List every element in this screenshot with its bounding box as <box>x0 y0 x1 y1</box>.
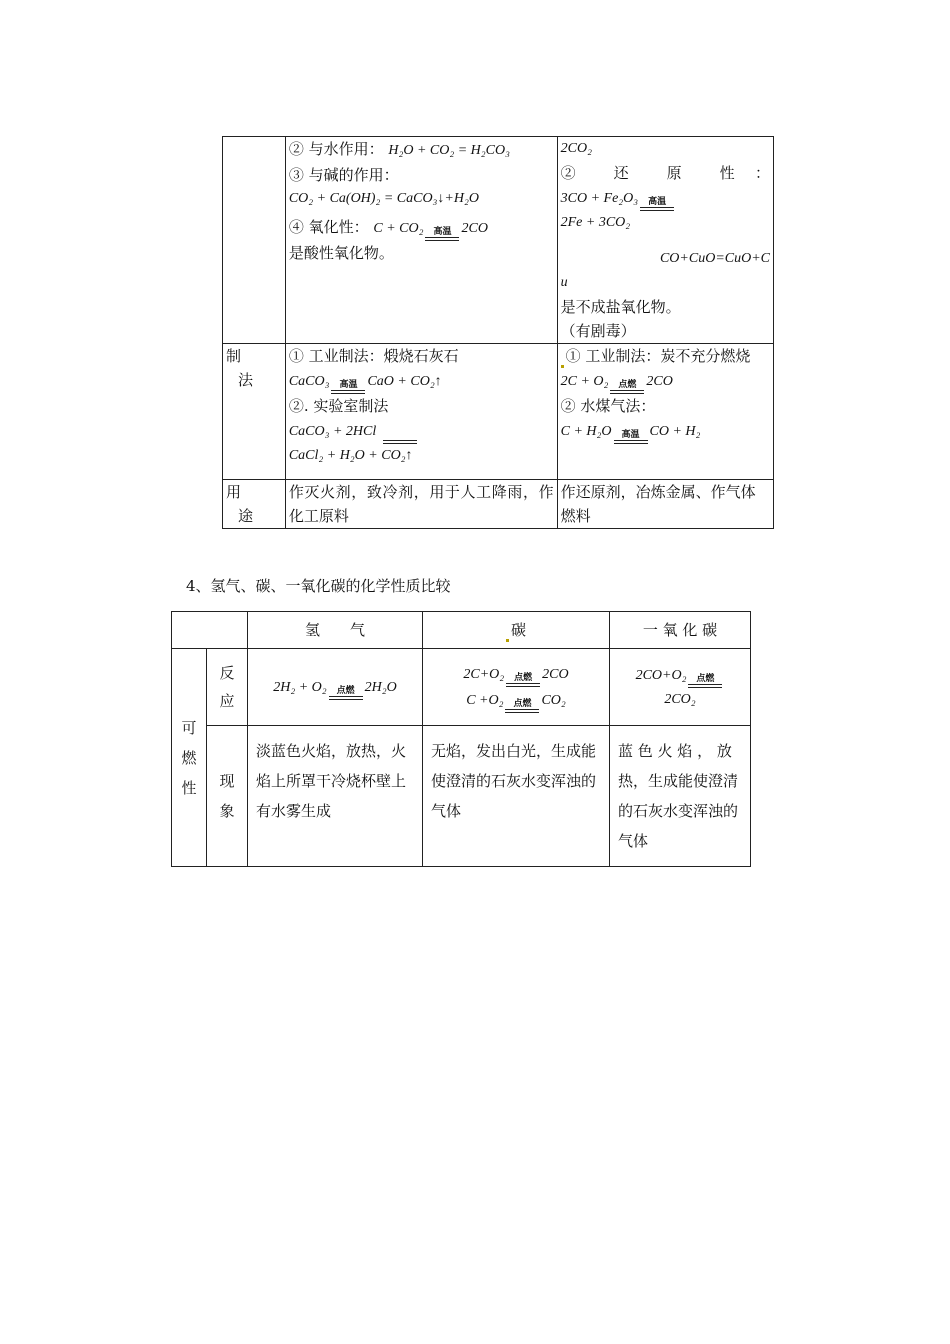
condition-label: 点燃 <box>513 699 532 709</box>
co-reaction <box>610 649 751 726</box>
equation: CaCO₃ <box>288 374 330 389</box>
condition-label: 点燃 <box>336 686 355 696</box>
equation: 2C + O₂ <box>560 374 609 389</box>
equation: CaO + CO₂↑ <box>367 374 442 389</box>
condition-label: 点燃 <box>696 674 715 684</box>
condition-label: 点燃 <box>514 673 533 683</box>
co2-use-cell: 作灭火剂，致冷剂，用于人工降雨，作化工原料 <box>285 480 557 529</box>
label: 法 <box>238 371 254 389</box>
table-row <box>172 649 751 726</box>
h2-reaction <box>248 649 423 726</box>
group-label <box>172 649 207 867</box>
label: 燃 <box>181 748 197 767</box>
double-bar <box>505 709 539 713</box>
condition-arrow <box>505 700 539 713</box>
properties-table <box>222 136 774 529</box>
marker-dot <box>506 639 509 642</box>
condition-arrow <box>329 687 363 700</box>
label: 性 <box>181 778 197 797</box>
header-label: 碳 <box>510 621 526 639</box>
header-row <box>172 612 751 649</box>
co2-properties-cell <box>285 137 557 344</box>
header-h2: 氢 气 <box>248 612 423 649</box>
row-label <box>223 480 286 529</box>
condition-arrow <box>331 381 365 394</box>
condition-label: 高温 <box>621 430 640 440</box>
condition-label: 高温 <box>648 197 667 207</box>
table-row <box>223 344 774 480</box>
section-title: 4、氢气、碳、一氧化碳的化学性质比较 <box>186 577 451 595</box>
equation: 2H₂O <box>364 680 397 695</box>
double-bar <box>383 440 417 444</box>
header-co: 一 氧 化 碳 <box>610 612 751 649</box>
co-note: 是不成盐氧化物。 <box>560 298 681 316</box>
equation: 2CO <box>461 221 488 236</box>
equation: C + H₂O <box>560 424 612 439</box>
label: 用 <box>226 483 242 501</box>
equation: 2H₂ + O₂ <box>273 680 327 695</box>
equation: 2CO <box>646 374 673 389</box>
condition-label: 高温 <box>339 380 358 390</box>
c-reaction <box>423 649 610 726</box>
phenomenon-label <box>207 726 248 867</box>
label: 途 <box>238 507 254 525</box>
double-bar <box>329 696 363 700</box>
c-phenomenon: 无焰，发出白光，生成能使澄清的石灰水变浑浊的气体 <box>423 726 610 867</box>
condition-arrow <box>614 431 648 444</box>
table-row <box>223 480 774 529</box>
equation: u <box>560 275 568 290</box>
equation: C + CO₂ <box>373 221 424 236</box>
co-phenomenon: 蓝 色 火 焰 ， 放热，生成能使澄清的石灰水变浑浊的气体 <box>610 726 751 867</box>
co2-base-label: ③ 与碱的作用： <box>288 166 399 184</box>
equation: CaCl₂ + H₂O + CO₂↑ <box>288 448 413 463</box>
equation: H₂O + CO₂ = H₂CO₃ <box>388 143 510 158</box>
comparison-table <box>171 611 751 867</box>
condition-arrow <box>383 440 417 444</box>
equation: 3CO + Fe₂O₃ <box>560 191 639 206</box>
label: 现 <box>219 772 235 790</box>
co2-water-line <box>289 137 554 163</box>
text: ② 水煤气法： <box>560 397 656 415</box>
equation: 2C+O₂ <box>463 667 505 682</box>
double-bar <box>688 684 722 688</box>
double-bar <box>610 390 644 394</box>
equation: 2CO₂ <box>560 141 592 156</box>
double-bar <box>614 440 648 444</box>
equation: 2Fe + 3CO₂ <box>560 215 631 230</box>
co2-oxidizing-line <box>289 215 554 241</box>
reaction-label <box>207 649 248 726</box>
h2-phenomenon: 淡蓝色火焰，放热，火焰上所罩干冷烧杯壁上有水雾生成 <box>248 726 423 867</box>
double-bar <box>506 683 540 687</box>
label: 应 <box>219 692 235 710</box>
acid-oxide-note: 是酸性氧化物。 <box>288 244 394 262</box>
label: 象 <box>219 802 235 820</box>
co-make-cell <box>557 344 773 480</box>
condition-arrow <box>506 674 540 687</box>
text: ②. 实验室制法 <box>288 397 389 415</box>
label: ② 与水作用： <box>288 140 384 158</box>
header-c <box>423 612 610 649</box>
text: ① 工业制法：煅烧石灰石 <box>288 347 459 365</box>
co2-make-cell <box>285 344 557 480</box>
reducing-label: ② 还 原 性 ： <box>560 164 770 182</box>
condition-arrow <box>688 675 722 688</box>
equation: CO+CuO=CuO+C <box>659 251 770 266</box>
label: 制 <box>226 347 242 365</box>
label: ④ 氧化性： <box>288 218 369 236</box>
equation: CaCO₃ + 2HCl <box>288 424 377 439</box>
condition-label: 高温 <box>433 227 452 237</box>
double-bar <box>331 390 365 394</box>
corner-cell <box>172 612 248 649</box>
condition-arrow <box>610 381 644 394</box>
row-label-empty <box>223 137 286 344</box>
co-use-cell: 作还原剂，冶炼金属、作气体燃料 <box>557 480 773 529</box>
double-bar <box>640 207 674 211</box>
equation: C +O₂ <box>466 693 504 708</box>
equation: CO₂ + Ca(OH)₂ = CaCO₃↓+H₂O <box>288 191 479 206</box>
label: 可 <box>181 718 197 737</box>
label: 反 <box>219 664 235 682</box>
equation: CO + H₂ <box>649 424 701 439</box>
equation: 2CO+O₂ <box>635 668 687 683</box>
equation: CO₂ <box>541 693 566 708</box>
co-properties-cell <box>557 137 773 344</box>
condition-arrow <box>425 228 459 241</box>
co-eq1 <box>561 185 770 211</box>
text: ① 工业制法：炭不充分燃烧 <box>565 347 751 365</box>
condition-label: 点燃 <box>618 380 637 390</box>
table-row <box>223 137 774 344</box>
equation: 2CO₂ <box>664 692 696 707</box>
condition-arrow <box>640 198 674 211</box>
table-row <box>172 726 751 867</box>
co-toxic-note: （有剧毒） <box>560 322 636 340</box>
equation: 2CO <box>542 667 569 682</box>
double-bar <box>425 237 459 241</box>
row-label <box>223 344 286 480</box>
